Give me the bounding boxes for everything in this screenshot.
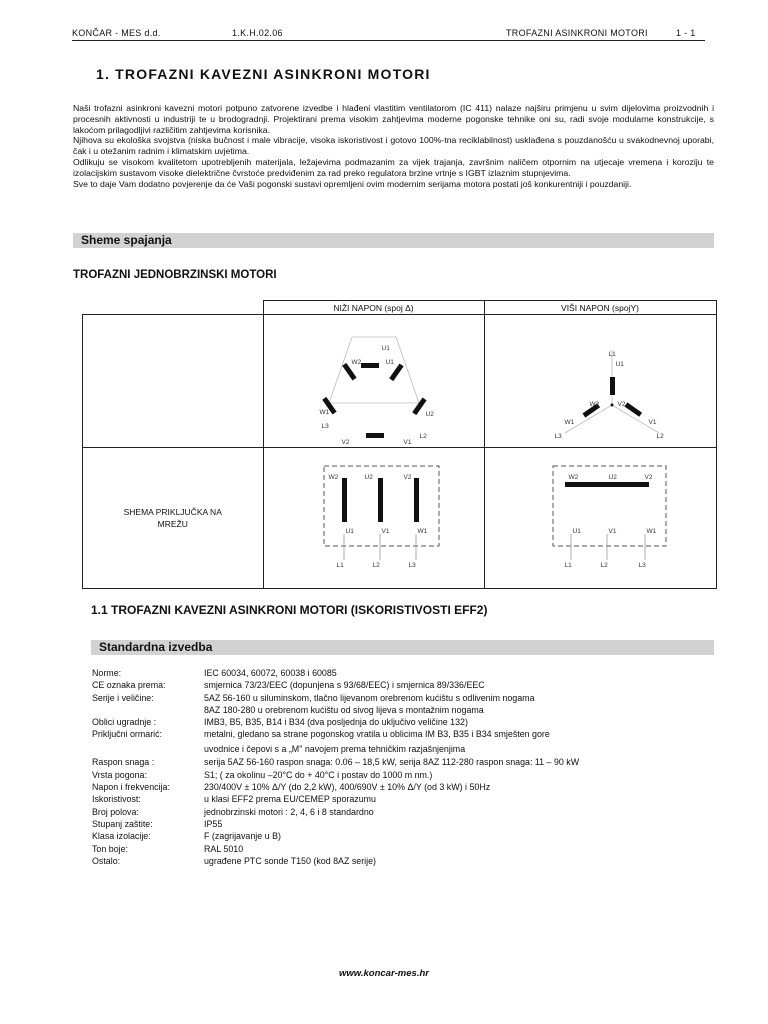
section-title-connection: Sheme spajanja (81, 233, 172, 247)
table-empty-corner (83, 301, 264, 315)
spec-value: IEC 60034, 60072, 60038 i 60085 (204, 668, 337, 678)
header-section: TROFAZNI ASINKRONI MOTORI (506, 28, 648, 38)
terminal-label: L2 (600, 562, 608, 569)
spec-key: Vrsta pogona: (92, 769, 147, 780)
spec-value: 5AZ 56-160 u siluminskom, tlačno lijevanom orebrenom kućištu s odlivenim nogama (204, 692, 535, 703)
connection-table (82, 300, 717, 589)
terminal-label: W1 (646, 528, 657, 535)
spec-key: Priključni ormarić: (92, 729, 163, 740)
section-band-connection (73, 233, 714, 248)
table-header-high-voltage: VIŠI NAPON (spojY) (484, 301, 716, 315)
terminal-label: V1 (403, 439, 412, 446)
subheading-single-speed: TROFAZNI JEDNOBRZINSKI MOTORI (73, 269, 277, 281)
star-winding-diagram (485, 315, 716, 447)
terminal-label: W1 (319, 409, 330, 416)
terminal-label: W1 (417, 528, 428, 535)
spec-key: Napon i frekvencija: (92, 782, 170, 793)
terminal-label: L2 (372, 562, 380, 569)
header-code: 1.K.H.02.06 (232, 28, 283, 38)
spec-key: Norme: (92, 668, 122, 678)
spec-key: Ton boje: (92, 843, 129, 854)
intro-paragraph: Naši trofazni asinkroni kavezni motori potpuno zatvorene izvedbe i hlađeni vlastitim ventilatorom (IC 411) nalaze najširu primjenu u svim dijelovima proizvodnih i procesnih aktivnosti u industriji te u brodogradnji. Projektirani prema visokim zahtjevima moderne pogonske tehnike oni su, radi svoje modularne konstrukcije, s lakoćom prilagodljivi različitim zahtjevima korisnika. (73, 103, 714, 135)
table-row-label-empty (83, 315, 264, 448)
table-row-label-cell (83, 448, 264, 589)
spec-key: Serije i veličine: (92, 692, 154, 703)
star-winding-cell (484, 315, 716, 448)
terminal-label: U2 (425, 411, 434, 418)
spec-key: Klasa izolacije: (92, 831, 151, 842)
terminal-label: V2 (341, 439, 350, 446)
terminal-label: V2 (617, 401, 626, 408)
table-header-low-voltage: NIŽI NAPON (spoj Δ) (263, 301, 484, 315)
terminal-label: L3 (321, 423, 329, 430)
terminal-label: W2 (351, 359, 362, 366)
delta-winding-cell (263, 315, 484, 448)
spec-value: RAL 5010 (204, 843, 244, 854)
terminal-label: U1 (345, 528, 354, 535)
header-company: KONČAR - MES d.d. (72, 28, 161, 38)
terminal-label: W1 (564, 419, 575, 426)
spec-value: smjernica 73/23/EEC (dopunjena s 93/68/EEC) i smjernica 89/336/EEC (204, 680, 485, 691)
spec-key: Broj polova: (92, 806, 139, 817)
spec-value: F (zagrijavanje u B) (204, 831, 281, 842)
spec-key: Ostalo: (92, 855, 121, 866)
intro-paragraph: Sve to daje Vam dodatno povjerenje da će Vaši pogonski sustavi opremljeni ovim modernim serijama motora postati još konkurentniji i pouzdaniji. (73, 178, 632, 189)
page-title: 1. TROFAZNI KAVEZNI ASINKRONI MOTORI (96, 66, 431, 82)
spec-value: IMB3, B5, B35, B14 i B34 (dva posljednja do uključivo veličine 132) (204, 717, 468, 728)
header-page-number: 1 - 1 (676, 28, 696, 38)
spec-value: ugrađene PTC sonde T150 (kod 8AZ serije) (204, 855, 377, 866)
spec-value: metalni, gledano sa strane pogonskog vratila u oblicima IM B3, B35 i B34 smješten gore (204, 729, 550, 740)
terminal-label: V1 (648, 419, 657, 426)
spec-key: Raspon snaga : (92, 757, 155, 768)
terminal-label: L1 (608, 351, 616, 358)
terminal-label: U1 (385, 359, 394, 366)
spec-key: Stupanj zaštite: (92, 818, 153, 829)
terminal-label: L2 (656, 433, 664, 440)
terminal-label: L3 (554, 433, 562, 440)
spec-value: 230/400V ± 10% Δ/Y (do 2,2 kW), 400/690V ± 10% Δ/Y (od 3 kW) i 50Hz (204, 782, 491, 793)
terminal-label: L1 (336, 562, 344, 569)
terminal-label: U2 (608, 474, 617, 481)
terminal-label: W2 (568, 474, 579, 481)
terminal-label: V1 (381, 528, 390, 535)
spec-value: uvodnice i čepovi s a „M" navojem prema tehničkim razjašnjenjima (204, 744, 466, 755)
intro-paragraph: Njihova su ekološka svojstva (niska bučnost i male vibracije, visoka iskoristivost i gotovo 100%-tna reciklabilnost) usklađena s pouzdanošću u svakodnevnoj uporabi, čak i u otežanim radnim i klimatskim uvjetima. (73, 135, 714, 157)
terminal-label: U2 (364, 474, 373, 481)
spec-value: IP55 (204, 818, 223, 829)
heading-eff2: 1.1 TROFAZNI KAVEZNI ASINKRONI MOTORI (ISKORISTIVOSTI EFF2) (91, 603, 488, 617)
footer-website-link[interactable]: www.koncar-mes.hr (339, 968, 429, 979)
section-band-standard (91, 640, 714, 655)
spec-value: serija 5AZ 56-160 raspon snaga: 0.06 – 18,5 kW, serija 8AZ 112-280 raspon snaga: 11 – 90 kW (204, 757, 580, 768)
terminal-label: W2 (328, 474, 339, 481)
delta-terminal-board-cell (263, 448, 484, 589)
spec-key: CE oznaka prema: (92, 680, 166, 691)
terminal-label: L2 (419, 433, 427, 440)
spec-key: Iskoristivost: (92, 794, 141, 805)
terminal-label: U1 (381, 345, 390, 352)
terminal-label: L3 (638, 562, 646, 569)
spec-key: Oblici ugradnje : (92, 717, 157, 728)
terminal-label: V1 (608, 528, 617, 535)
intro-paragraph: Odlikuju se visokom kvalitetom upotrebljenih materijala, ležajevima podmazanim za vijek trajanja, završnim naličem otpornim na utjecaje vremena i koroziju te izolacijskim sustavom visoke dielektrične čvrstoće predviđenim za rad preko regulatora brzine vrtnje s IGBT izlaznim stupnjevima. (73, 156, 714, 178)
terminal-label: L3 (408, 562, 416, 569)
terminal-label: L1 (564, 562, 572, 569)
spec-value: 8AZ 180-280 u orebrenom kućištu od sivog lijeva s montažnim nogama (204, 704, 484, 715)
intro-text (73, 103, 714, 189)
header-rule (72, 40, 705, 41)
terminal-label: U1 (615, 361, 624, 368)
spec-value: S1; ( za okolinu –20°C do + 40°C i postav do 1000 m nm.) (204, 769, 433, 780)
terminal-label: V2 (403, 474, 412, 481)
spec-value: jednobrzinski motori : 2, 4, 6 i 8 standardno (204, 806, 374, 817)
star-terminal-board-cell (484, 448, 716, 589)
section-title-standard: Standardna izvedba (99, 640, 213, 654)
spec-value: u klasi EFF2 prema EU/CEMEP sporazumu (204, 794, 376, 805)
terminal-label: U1 (572, 528, 581, 535)
table-row-label: SHEMA PRIKLJUČKA NA MREŽU (123, 507, 222, 529)
delta-winding-diagram (264, 315, 484, 447)
terminal-label: W2 (589, 401, 600, 408)
terminal-label: V2 (644, 474, 653, 481)
